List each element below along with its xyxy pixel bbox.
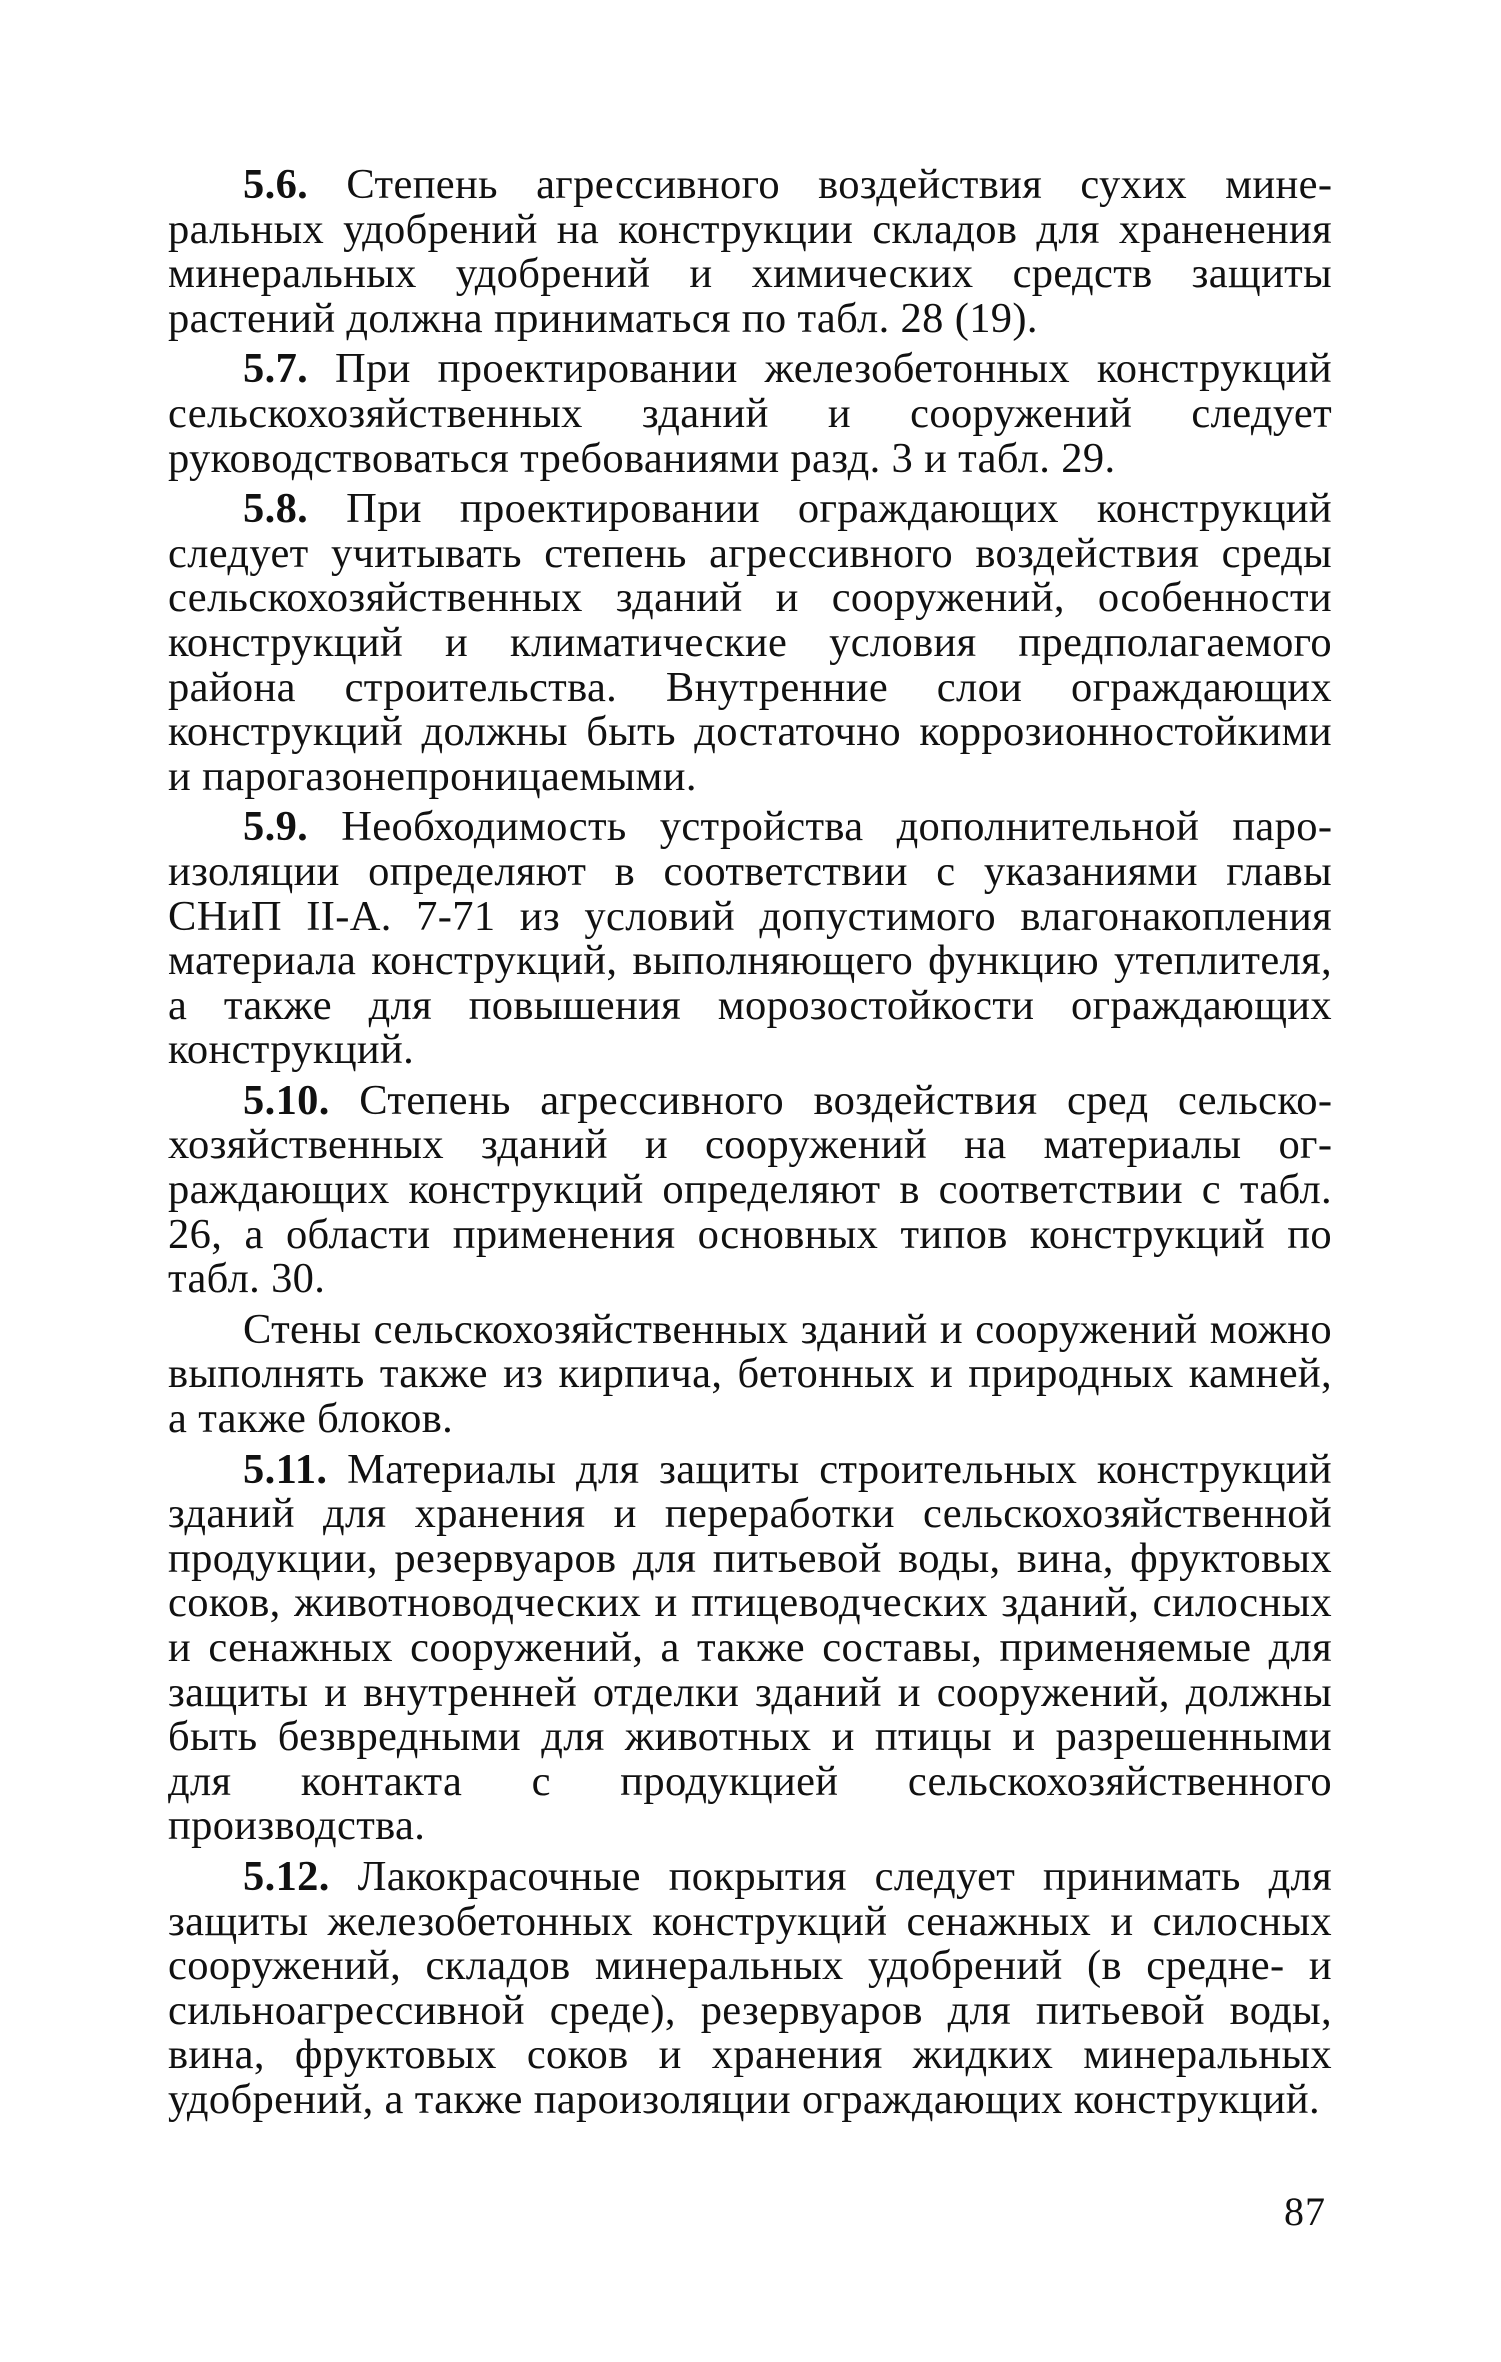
clause-number: 5.8. xyxy=(243,485,309,533)
paragraph-text: Материалы для защиты строительных конструкций зданий для хранения и переработки сельскохозяйственной продукции, резервуаров для питьевой воды, вина, фруктовых соков, животноводческих и птицеводческих зданий, силосных и сенажных сооружений, а также составы, применяемые для защиты и внутренней отделки зданий и сооружений, должны быть безвредными для животных и птицы и разрешенными для контакта с продукцией сельскохозяйственного производства. xyxy=(168,1445,1332,1850)
clause-number: 5.10. xyxy=(243,1076,330,1124)
paragraph-5-8 xyxy=(168,487,1332,799)
clause-number: 5.12. xyxy=(243,1852,330,1900)
paragraph-text: Степень агрессивного воздействия сухих минеральных удобрений на конструкции складов для храненения минеральных удобрений и химических средств защиты растений должна приниматься по табл. 28 (19). xyxy=(168,161,1332,342)
paragraph-5-6 xyxy=(168,163,1332,341)
paragraph-5-11 xyxy=(168,1445,1332,1850)
paragraph-text: При проектировании ограждающих конструкций следует учитывать степень агрессивного воздействия среды сельскохозяйственных зданий и сооружений, особенности конструкций и климатические условия предполагаемого района строительства. Внутренние слои ограждающих конструкций должны быть достаточно коррозионностойкими и парогазонепроницаемыми. xyxy=(168,485,1332,800)
paragraph-5-9 xyxy=(168,805,1332,1073)
paragraph-text: Степень агрессивного воздействия сред сельскохозяйственных зданий и сооружений на материалы ограждающих конструкций определяют в соответствии с табл. 26, а области применения основных типов конструкций по табл. 30. xyxy=(168,1076,1332,1303)
paragraph-5-12 xyxy=(168,1852,1332,2123)
clause-number: 5.11. xyxy=(243,1445,328,1493)
paragraph-5-7 xyxy=(168,347,1332,481)
page-number: 87 xyxy=(1284,2189,1326,2234)
paragraph-text: Необходимость устройства дополнительной пароизоляции определяют в соответствии с указаниями главы СНиП II-А. 7-71 из условий допустимого влагонакопления материала конструкций, выполняющего функцию утеплителя, а также для повышения морозостойкости ограждающих конструкций. xyxy=(168,803,1332,1074)
paragraph-text: При проектировании железобетонных конструкций сельскохозяйственных зданий и сооружений следует руководствоваться требованиями разд. 3 и табл. 29. xyxy=(168,345,1332,482)
paragraph-5-10 xyxy=(168,1076,1332,1303)
paragraph-walls xyxy=(168,1305,1332,1443)
paragraph-text: Стены сельскохозяйственных зданий и сооружений можно выполнять также из кирпича, бетонных и природных камней, а также блоков. xyxy=(168,1305,1332,1443)
paragraph-text: Лакокрасочные покрытия следует принимать для защиты железобетонных конструкций сенажных и силосных сооружений, складов минеральных удобрений (в средне- и сильноагрессивной среде), резервуаров для питьевой воды, вина, фруктовых соков и хранения жидких минеральных удобрений, а также пароизоляции ограждающих конструкций. xyxy=(168,1852,1332,2123)
clause-number: 5.6. xyxy=(243,161,309,208)
clause-number: 5.7. xyxy=(243,345,309,393)
clause-number: 5.9. xyxy=(243,803,309,851)
document-body xyxy=(168,163,1332,2129)
